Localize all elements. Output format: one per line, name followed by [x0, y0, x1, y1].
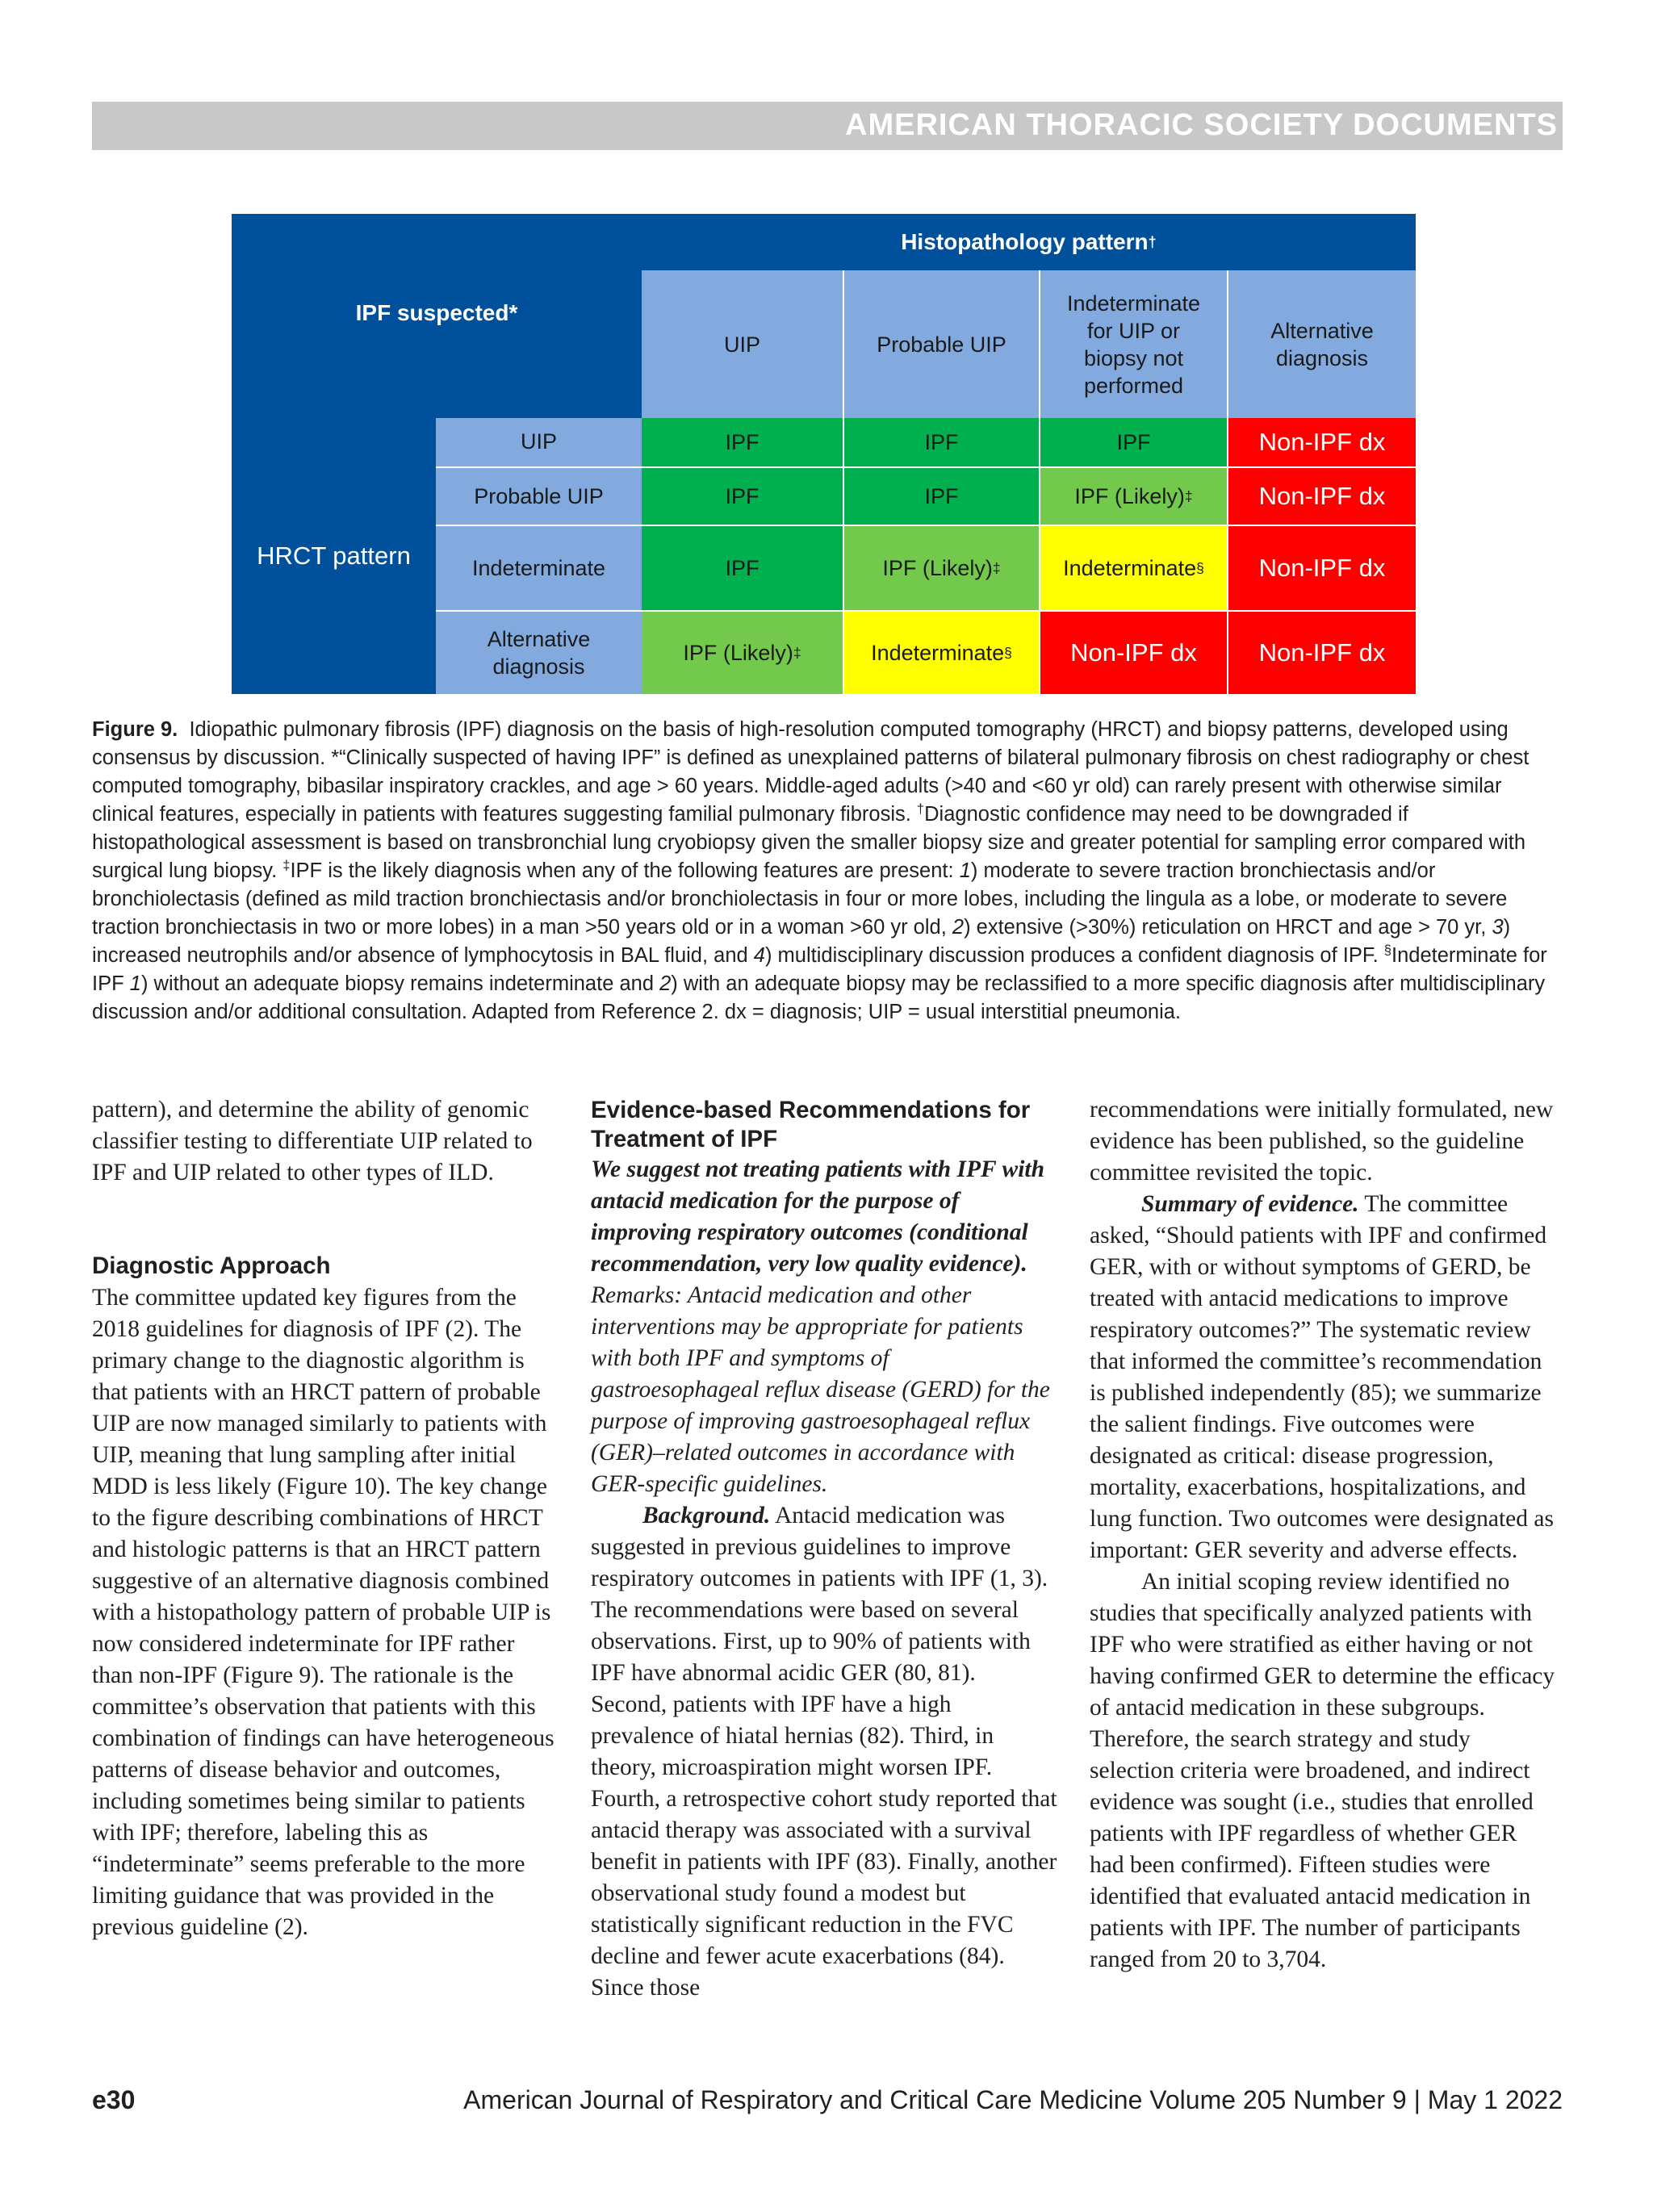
- figure-caption: Figure 9. Idiopathic pulmonary fibrosis (IPF) diagnosis on the basis of high-resolution computed tomography (HRCT) and biopsy patterns, developed using consensus by discussion. *“Clinically suspected of having IPF” is defined as unexplained patterns of bilateral pulmonary fibrosis on chest radiography or chest computed tomography, bibasilar inspiratory crackles, and age > 60 years. Middle-aged adults (>40 and <60 yr old) can rarely present with otherwise similar clinical features, especially in patients with features suggesting familial pulmonary fibrosis. †Diagnostic confidence may need to be downgraded if histopathological assessment is based on transbronchial lung cryobiopsy given the smaller biopsy size and greater potential for sampling error compared with surgical lung biopsy. ‡IPF is the likely diagnosis when any of the following features are present: 1) moderate to severe traction bronchiectasis and/or bronchiolectasis (defined as mild traction bronchiectasis and/or bronchiolectasis in four or more lobes, including the lingula as a lobe, or moderate to severe traction bronchiectasis in two or more lobes) in a man >50 years old or in a woman >60 yr old, 2) extensive (>30%) reticulation on HRCT and age > 70 yr, 3) increased neutrophils and/or absence of lymphocytosis in BAL fluid, and 4) multidisciplinary discussion produces a confident diagnosis of IPF. §Indeterminate for IPF 1) without an adequate biopsy remains indeterminate and 2) with an adequate biopsy may be reclassified to a more specific diagnosis after multidisciplinary discussion and/or additional consultation. Adapted from Reference 2. dx = diagnosis; UIP = usual interstitial pneumonia.: [92, 718, 1547, 1023]
- cell-alternative-alternative: Non-IPF dx: [1228, 612, 1416, 694]
- cell-alternative-probable: Indeterminate §: [844, 612, 1040, 694]
- journal-banner: [92, 102, 1563, 150]
- cell-uip-probable: IPF: [844, 418, 1040, 468]
- cell-uip-uip: IPF: [642, 418, 844, 468]
- caption-label: Figure 9.: [92, 718, 178, 741]
- row-header-uip: UIP: [436, 418, 642, 468]
- col3-paragraph-1: recommendations were initially formulated, new evidence has been published, so the guideline committee revisited the topic.: [1090, 1097, 1554, 1185]
- histopathology-header: Histopathology pattern †: [642, 214, 1416, 270]
- text-column-2: [591, 1094, 1057, 2004]
- cell-indeterminate-uip: IPF: [642, 526, 844, 612]
- ipf-suspected-corner: IPF suspected*: [232, 214, 642, 418]
- text-column-3: [1090, 1094, 1556, 1976]
- banner-text: AMERICAN THORACIC SOCIETY DOCUMENTS: [845, 108, 1558, 142]
- cell-probable-indeterminate: IPF (Likely) ‡: [1040, 468, 1228, 526]
- cell-probable-uip: IPF: [642, 468, 844, 526]
- heading-recommendations: Evidence-based Recommendations for Treatment of IPF: [591, 1097, 1031, 1152]
- heading-diagnostic-approach: Diagnostic Approach: [92, 1252, 331, 1279]
- cell-probable-alternative: Non-IPF dx: [1228, 468, 1416, 526]
- cell-uip-alternative: Non-IPF dx: [1228, 418, 1416, 468]
- col-header-uip: UIP: [642, 270, 844, 418]
- cell-alternative-uip: IPF (Likely) ‡: [642, 612, 844, 694]
- col3-paragraph-3: An initial scoping review identified no studies that specifically analyzed patients with IPF who were stratified as either having or not having confirmed GER to determine the efficacy of antacid medication in these subgroups. Therefore, the search strategy and study selection criteria were broadened, and indirect evidence was sought (i.e., studies that enrolled patients with IPF regardless of whether GER had been confirmed). Fifteen studies were identified that evaluated antacid medication in patients with IPF. The number of participants ranged from 20 to 3,704.: [1090, 1569, 1555, 1972]
- cell-indeterminate-indeterminate: Indeterminate §: [1040, 526, 1228, 612]
- row-header-probable-uip: Probable UIP: [436, 468, 642, 526]
- summary-of-evidence: Summary of evidence. The committee asked, “Should patients with IPF and confirmed GER, with or without symptoms of GERD, be treated with antacid medications to improve respiratory outcomes?” The systematic review that informed the committee’s recommendation is published independently (85); we summarize the salient findings. Five outcomes were designated as critical: disease progression, mortality, exacerbations, hospitalizations, and lung function. Two outcomes were designated as important: GER severity and adverse effects.: [1090, 1191, 1554, 1563]
- cell-probable-probable: IPF: [844, 468, 1040, 526]
- col-header-indeterminate: Indeterminate for UIP or biopsy not performed: [1040, 270, 1228, 418]
- text-column-1: [92, 1094, 559, 1943]
- cell-uip-indeterminate: IPF: [1040, 418, 1228, 468]
- col-header-probable-uip: Probable UIP: [844, 270, 1040, 418]
- col1-paragraph-1: pattern), and determine the ability of genomic classifier testing to differentiate UIP related to IPF and UIP related to other types of ILD.: [92, 1097, 533, 1185]
- col-header-alternative: Alternative diagnosis: [1228, 270, 1416, 418]
- row-header-indeterminate: Indeterminate: [436, 526, 642, 612]
- recommendation: We suggest not treating patients with IPF with antacid medication for the purpose of improving respiratory outcomes (conditional recommendation, very low quality evidence). Remarks: Antacid medication and other interventions may be appropriate for patients with both IPF and symptoms of gastroesophageal reflux disease (GERD) for the purpose of improving gastroesophageal reflux (GER)–related outcomes in accordance with GER-specific guidelines.: [591, 1156, 1050, 1497]
- cell-indeterminate-alternative: Non-IPF dx: [1228, 526, 1416, 612]
- journal-citation: American Journal of Respiratory and Critical Care Medicine Volume 205 Number 9 | May 1 2022: [463, 2085, 1563, 2114]
- col1-paragraph-2: The committee updated key figures from the 2018 guidelines for diagnosis of IPF (2). The primary change to the diagnostic algorithm is that patients with an HRCT pattern of probable UIP are now managed similarly to patients with UIP, meaning that lung sampling after initial MDD is less likely (Figure 10). The key change to the figure describing combinations of HRCT and histologic patterns is that an HRCT pattern suggestive of an alternative diagnosis combined with a histopathology pattern of probable UIP is now considered indeterminate for IPF rather than non-IPF (Figure 9). The rationale is the committee’s observation that patients with this combination of findings can have heterogeneous patterns of disease behavior and outcomes, including sometimes being similar to patients with IPF; therefore, labeling this as “indeterminate” seems preferable to the more limiting guidance that was provided in the previous guideline (2).: [92, 1285, 554, 1940]
- page-number: e30: [92, 2085, 136, 2114]
- row-header-alternative: Alternative diagnosis: [436, 612, 642, 694]
- background-paragraph: Background. Antacid medication was suggested in previous guidelines to improve respiratory outcomes in patients with IPF (1, 3). The recommendations were based on several observations. First, up to 90% of patients with IPF have abnormal acidic GER (80, 81). Second, patients with IPF have a high prevalence of hiatal hernias (82). Third, in theory, microaspiration might worsen IPF. Fourth, a retrospective cohort study reported that antacid therapy was associated with a survival benefit in patients with IPF (83). Finally, another observational study found a modest but statistically significant reduction in the FVC decline and fewer acute exacerbations (84). Since those: [591, 1503, 1057, 2001]
- cell-alternative-indeterminate: Non-IPF dx: [1040, 612, 1228, 694]
- page-footer: [92, 2085, 1563, 2121]
- cell-indeterminate-probable: IPF (Likely) ‡: [844, 526, 1040, 612]
- hrct-pattern-label: HRCT pattern: [232, 418, 436, 694]
